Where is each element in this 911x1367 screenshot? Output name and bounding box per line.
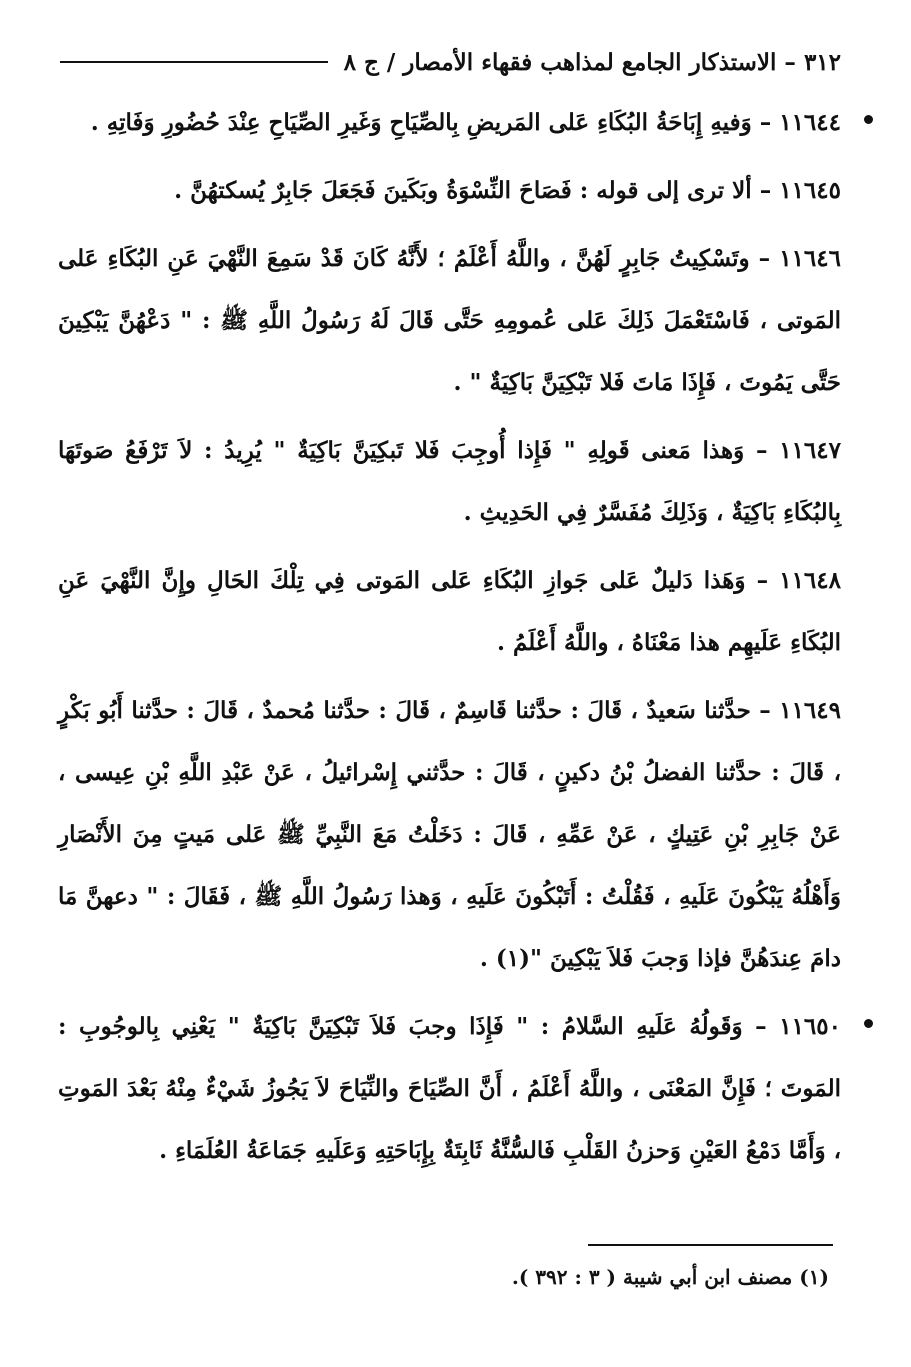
paragraph-11648: ١١٦٤٨ – وَهَذا دَليلٌ عَلى جَوازِ البُكَاءِ عَلى المَوتى فِي تِلْكَ الحَالِ وإِنَّ النَّهْيَ عَنِ البُكَاءِ عَلَيهِم هذا مَعْنَاهُ ، واللَّهُ أَعْلَمُ . <box>58 567 841 656</box>
paragraph-11645: ١١٦٤٥ – ألا ترى إلى قوله : فَصَاحَ النِّسْوَةُ وبَكَينَ فَجَعَلَ جَابِرٌ يُسكتهُنَّ . <box>174 177 841 204</box>
running-header <box>60 40 841 84</box>
main-text <box>58 92 841 1188</box>
page-header-title: ٣١٢ – الاستذكار الجامع لمذاهب فقهاء الأمصار / ج ٨ <box>343 48 841 76</box>
paragraph-11644: ١١٦٤٤ – وَفيهِ إِبَاحَةُ البُكَاءِ عَلى المَريضِ بِالصِّيَاحِ وَغَيرِ الصِّيَاحِ عِنْدَ حُضُورِ وَفَاتِهِ . <box>58 92 841 154</box>
paragraph-11650: ١١٦٥٠ – وَقَولُهُ عَلَيهِ السَّلامُ : " فَإِذَا وجبَ فَلاَ تَبْكِيَنَّ بَاكِيَةٌ " يَعْنِي بِالوجُوبِ : المَوتَ ؛ فَإِنَّ المَعْنَى ، واللَّهُ أَعْلَمُ ، أَنَّ الصِّيَاحَ والنِّيَاحَ لاَ يَجُوزُ شَيْءٌ مِنْهُ بَعْدَ المَوتِ ، وَأَمَّا دَمْعُ العَيْنِ وَحزنُ القَلْبِ فَالسُّنَّةُ ثَابِتَةٌ بِإِبَاحَتِهِ وَعَلَيهِ جَمَاعَةُ العُلَمَاءِ . <box>58 996 841 1182</box>
footnote-separator <box>588 1244 833 1246</box>
footnote: (١) مصنف ابن أبي شيبة ( ٣ : ٣٩٢ ). <box>511 1265 829 1289</box>
paragraph-11649: ١١٦٤٩ – حدَّثنا سَعيدٌ ، قَالَ : حدَّثنا قَاسِمٌ ، قَالَ : حدَّثنا مُحمدٌ ، قَالَ : حدَّثنا أَبُو بَكْرٍ ، قَالَ : حدَّثنا الفضلُ بْنُ دكينٍ ، قَالَ : حدَّثني إِسْرائيلُ ، عَنْ عَبْدِ اللَّهِ بْنِ عِيسى ، عَنْ جَابِرِ بْنِ عَتِيكٍ ، عَنْ عَمِّهِ ، قَالَ : دَخَلْتُ مَعَ النَّبِيِّ ﷺ عَلى مَيتٍ مِنَ الأَنْصَارِ وَأَهْلُهُ يَبْكُونَ عَلَيهِ ، فَقُلْتُ : أَتَبْكُونَ عَلَيهِ ، وَهذا رَسُولُ اللَّهِ ﷺ ، فَقَالَ : " دعهنَّ مَا دامَ عِندَهُنَّ فإذا وَجبَ فَلاَ يَبْكِينَ "(١) . <box>58 697 841 972</box>
header-rule <box>60 61 328 63</box>
paragraph-11646: ١١٦٤٦ – وتَسْكِيتُ جَابِرٍ لَهُنَّ ، واللَّهُ أَعْلَمُ ؛ لأَنَّهُ كَانَ قَدْ سَمِعَ النَّهْيَ عَنِ البُكَاءِ عَلى المَوتى ، فَاسْتَعْمَلَ ذَلِكَ عَلى عُمومِهِ حَتَّى قَالَ لَهُ رَسُولُ اللَّهِ ﷺ : " دَعْهُنَّ يَبْكِينَ حَتَّى يَمُوتَ ، فَإِذَا مَاتَ فَلا تَبْكِيَنَّ بَاكِيَةٌ " . <box>58 245 841 396</box>
paragraph-11647: ١١٦٤٧ – وَهذا مَعنى قَولِهِ " فَإِذا أُوجِبَ فَلا تَبكِيَنَّ بَاكِيَةٌ " يُرِيدُ : لاَ تَرْفَعُ صَوتَهَا بِالبُكَاءِ بَاكِيَةٌ ، وَذَلِكَ مُفَسَّرٌ فِي الحَدِيثِ . <box>58 437 841 526</box>
